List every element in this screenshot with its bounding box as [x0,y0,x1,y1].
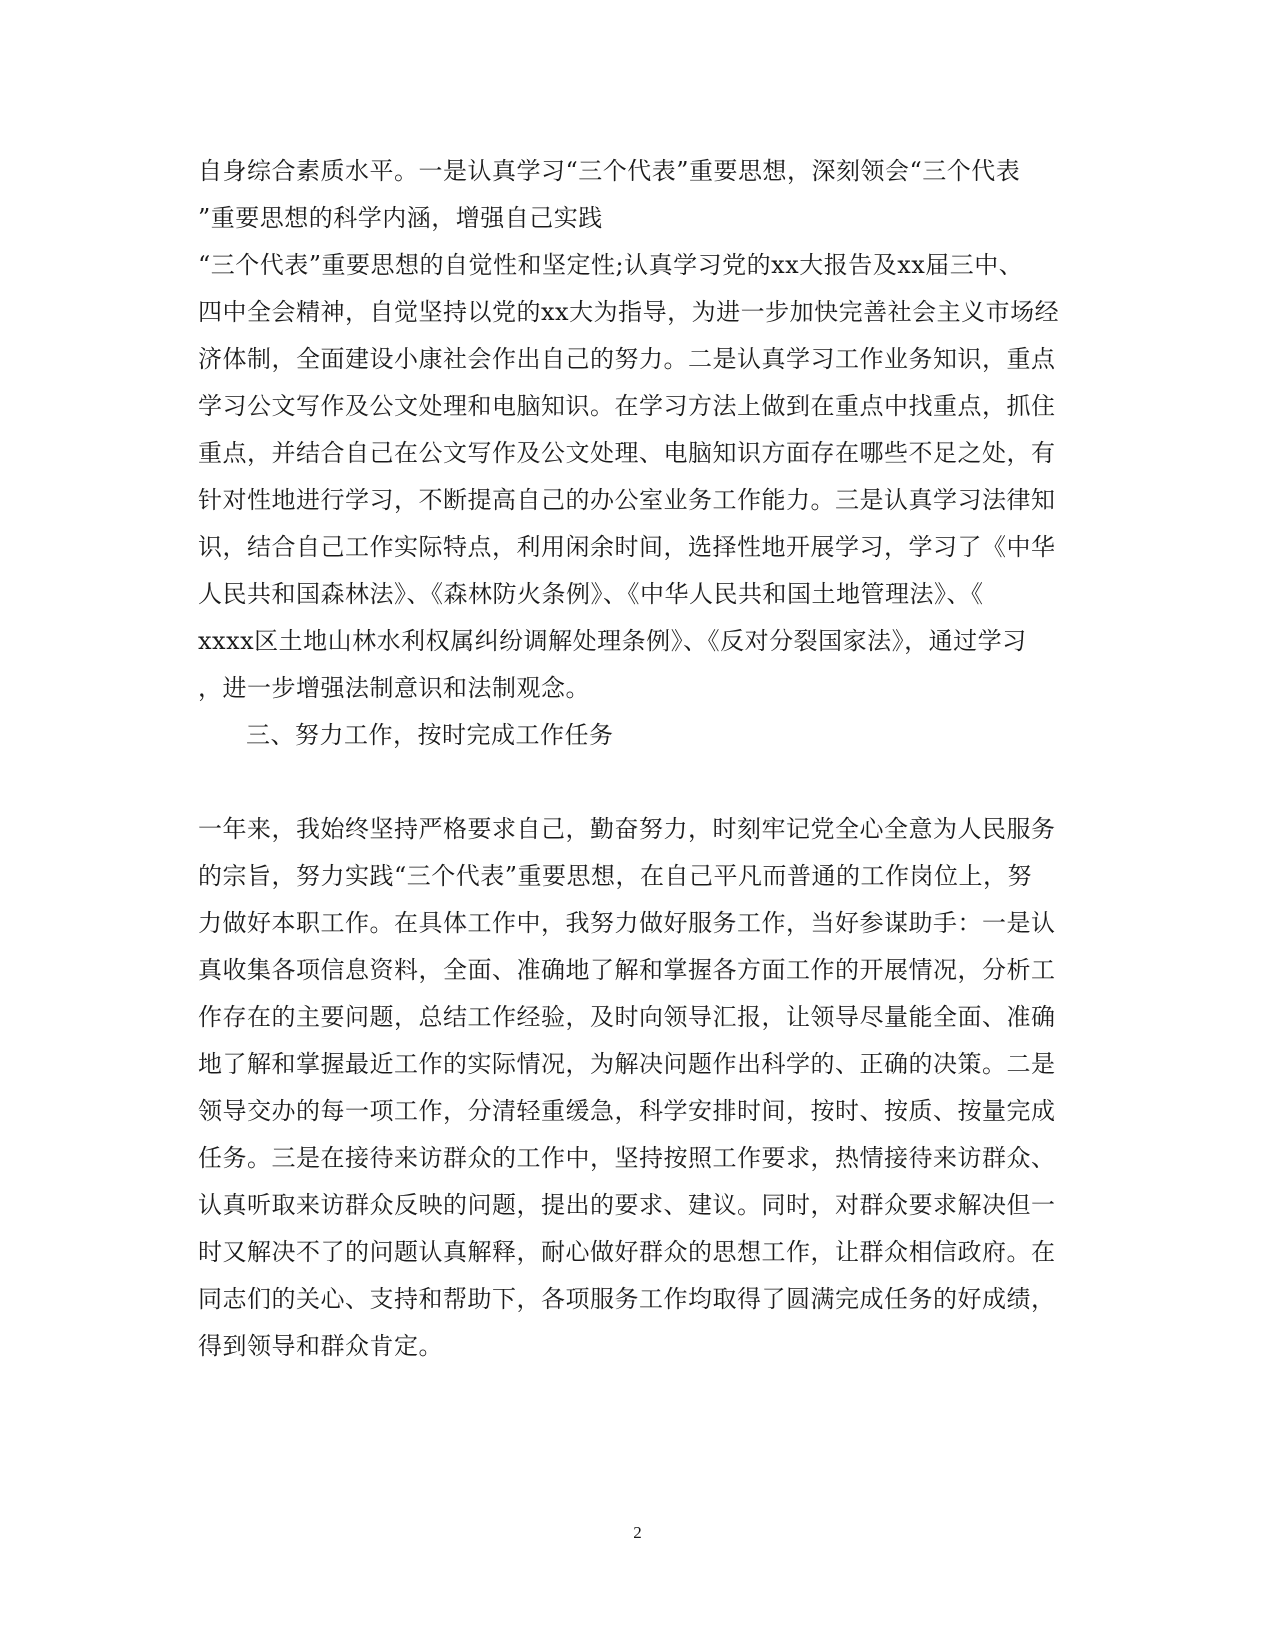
paragraph-1-line: 人民共和国森林法》、《森林防火条例》、《中华人民共和国土地管理法》、《 [198,580,984,608]
paragraph-2-line: 作存在的主要问题，总结工作经验，及时向领导汇报，让领导尽量能全面、准确 [198,1003,1056,1031]
paragraph-1-line: 重点，并结合自己在公文写作及公文处理、电脑知识方面存在哪些不足之处，有 [198,439,1056,467]
paragraph-1-line: 识，结合自己工作实际特点，利用闲余时间，选择性地开展学习，学习了《中华 [198,533,1056,561]
paragraph-1-line: ，进一步增强法制意识和法制观念。 [198,674,590,702]
section-heading: 三、努力工作，按时完成工作任务 [246,721,614,749]
paragraph-2-line: 任务。三是在接待来访群众的工作中，坚持按照工作要求，热情接待来访群众、 [198,1144,1056,1172]
paragraph-1-line: 济体制，全面建设小康社会作出自己的努力。二是认真学习工作业务知识，重点 [198,345,1056,373]
page-number: 2 [633,1523,642,1542]
paragraph-2-line: 真收集各项信息资料，全面、准确地了解和掌握各方面工作的开展情况，分析工 [198,956,1056,984]
paragraph-2-line: 力做好本职工作。在具体工作中，我努力做好服务工作，当好参谋助手：一是认 [198,909,1056,937]
paragraph-1-line: 学习公文写作及公文处理和电脑知识。在学习方法上做到在重点中找重点，抓住 [198,392,1056,420]
paragraph-1-line: 自身综合素质水平。一是认真学习“三个代表”重要思想，深刻领会“三个代表 [198,157,1021,185]
paragraph-2-line: 时又解决不了的问题认真解释，耐心做好群众的思想工作，让群众相信政府。在 [198,1238,1056,1266]
paragraph-1-line: “三个代表”重要思想的自觉性和坚定性;认真学习党的xx大报告及xx届三中、 [198,251,1024,279]
paragraph-2-line: 地了解和掌握最近工作的实际情况，为解决问题作出科学的、正确的决策。二是 [198,1050,1056,1078]
paragraph-2-line: 一年来，我始终坚持严格要求自己，勤奋努力，时刻牢记党全心全意为人民服务 [198,815,1056,843]
paragraph-1-line: 四中全会精神，自觉坚持以党的xx大为指导，为进一步加快完善社会主义市场经 [198,298,1060,326]
paragraph-1-line: ”重要思想的科学内涵，增强自己实践 [198,204,603,232]
paragraph-1-line: 针对性地进行学习，不断提高自己的办公室业务工作能力。三是认真学习法律知 [198,486,1056,514]
paragraph-2-line: 同志们的关心、支持和帮助下，各项服务工作均取得了圆满完成任务的好成绩， [198,1285,1056,1313]
paragraph-2-line: 得到领导和群众肯定。 [198,1332,443,1360]
paragraph-2-line: 认真听取来访群众反映的问题，提出的要求、建议。同时，对群众要求解决但一 [198,1191,1056,1219]
paragraph-2-line: 领导交办的每一项工作，分清轻重缓急，科学安排时间，按时、按质、按量完成 [198,1097,1056,1125]
paragraph-1-line: xxxx区土地山林水利权属纠纷调解处理条例》、《反对分裂国家法》，通过学习 [198,627,1027,655]
paragraph-2-line: 的宗旨，努力实践“三个代表”重要思想，在自己平凡而普通的工作岗位上，努 [198,862,1033,890]
